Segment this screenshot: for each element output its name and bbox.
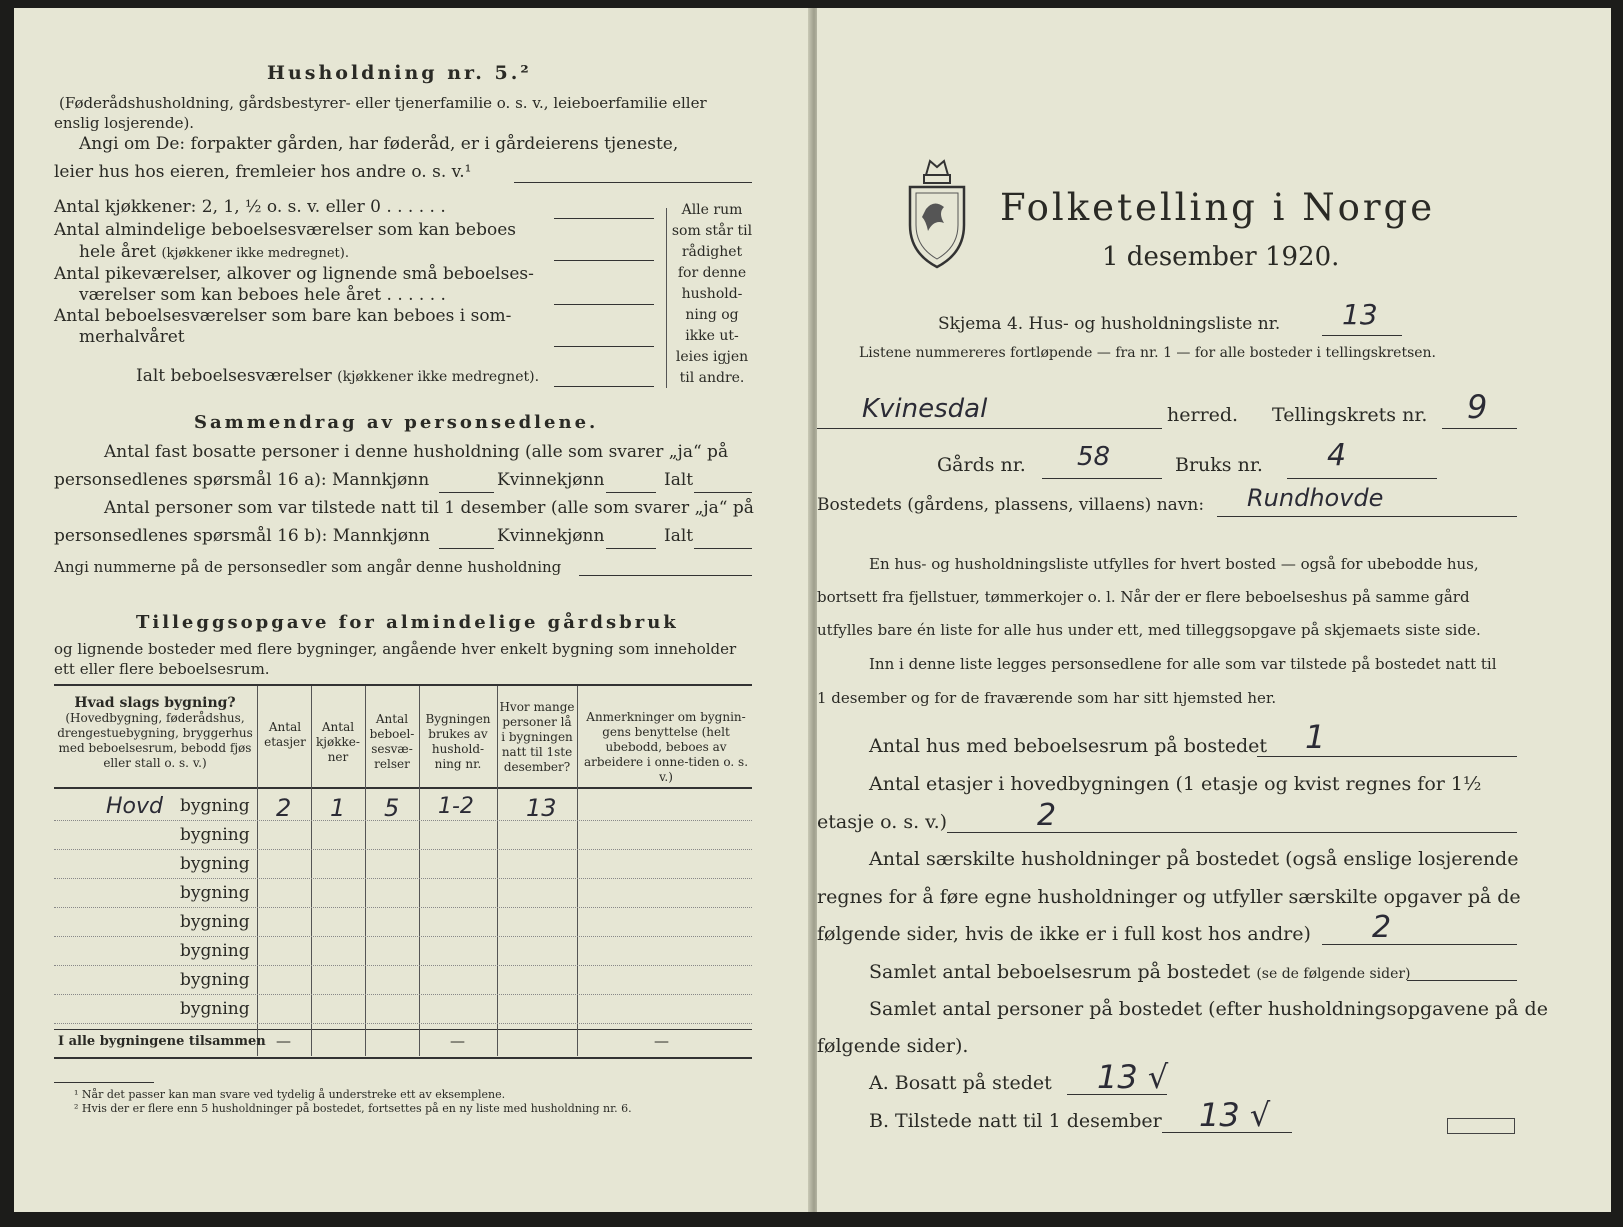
building-row-label: bygning — [180, 883, 250, 903]
col-head-etasjer: Antal etasjer — [264, 720, 306, 749]
alm-line-1: Antal almindelige beboelsesværelser som kan beboes — [54, 220, 516, 240]
bosted-value: Rundhovde — [1247, 484, 1384, 512]
side-note-line: hushold- — [681, 286, 743, 302]
row1-personer: 13 — [526, 794, 557, 822]
row1-type: Hovd — [106, 794, 163, 819]
para2-line-2: 1 desember og for de fraværende som har sitt hjemsted her. — [817, 689, 1277, 707]
side-note — [666, 200, 758, 389]
col-head-type: Hvad slags bygning? (Hovedbygning, føderådshus, drengestuebygning, bryggerhus med beboelsesrum, bebodd fjøs eller stall o. s. v.) — [57, 695, 253, 770]
building-row-line — [54, 849, 752, 850]
gards-label: Gårds nr. — [937, 454, 1026, 476]
kjokken-label: Antal kjøkkener: 2, 1, ½ o. s. v. eller 0 . . . . . . — [54, 197, 446, 217]
bruks-value: 4 — [1327, 438, 1347, 473]
tilst-kvinne-label: Kvinnekjønn — [497, 526, 605, 546]
side-note-line: leies igjen — [675, 349, 749, 365]
col-head-kjokkener: Antal kjøkke-ner — [316, 720, 360, 764]
fast-kvinne-label: Kvinnekjønn — [497, 470, 605, 490]
listene-note: Listene nummereres fortløpende — fra nr. 1 — for alle bosteder i tellingskretsen. — [859, 345, 1437, 361]
col-head-husholdning: Bygningen brukes av hushold-ning nr. — [425, 712, 491, 771]
tillegg-line-2: ett eller flere beboelsesrum. — [54, 660, 270, 678]
form-date: 1 desember 1920. — [1102, 242, 1340, 272]
building-row-label: bygning — [180, 796, 250, 816]
col-head-vaerelser: Antal beboel-sesvæ-relser — [369, 712, 415, 771]
som-line-1: Antal beboelsesværelser som bare kan beboes i som- — [54, 306, 512, 326]
footnote-1: ¹ Når det passer kan man svare ved tydelig å understreke ett av eksemplene. — [74, 1088, 506, 1101]
fast-line-2: personsedlenes spørsmål 16 a): Mannkjønn — [54, 470, 430, 490]
sers-value: 2 — [1372, 910, 1392, 945]
left-page — [14, 8, 813, 1212]
row1-kjokkener: 1 — [330, 794, 346, 822]
printer-stamp — [1447, 1118, 1515, 1134]
intro-line-1: (Føderådshusholdning, gårdsbestyrer- eller tjenerfamilie o. s. v., leieboerfamilie eller — [59, 94, 707, 112]
hus-label: Antal hus med beboelsesrum på bostedet — [869, 735, 1268, 757]
side-note-line: ning og — [685, 307, 739, 323]
samlet-rum-line: Samlet antal beboelsesrum på bostedet (se de følgende sider) — [869, 961, 1411, 983]
herred-label: herred. — [1167, 404, 1239, 426]
tillegg-line-1: og lignende bosteder med flere bygninger, angående hver enkelt bygning som inneholder — [54, 640, 737, 658]
building-row-line — [54, 907, 752, 908]
side-note-line: rådighet — [681, 244, 743, 260]
para2-line-1: Inn i denne liste legges personsedlene for alle som var tilstede på bostedet natt til — [869, 655, 1497, 673]
col-head-anmerkninger: Anmerkninger om bygnin-gens benyttelse (helt ubebodd, beboes av arbeidere i onne-tiden o. s. v.) — [583, 710, 749, 784]
samlet-pers-line-1: Samlet antal personer på bostedet (efter husholdningsopgavene på de — [869, 998, 1548, 1020]
building-row-line — [54, 878, 752, 879]
building-row-line — [54, 936, 752, 937]
bosatt-label: A. Bosatt på stedet — [869, 1072, 1052, 1094]
col-head-personer: Hvor mange personer lå i bygningen natt til 1ste desember? — [499, 700, 575, 774]
bosted-label: Bostedets (gårdens, plassens, villaens) navn: — [817, 495, 1205, 515]
nummer-line: Angi nummerne på de personsedler som angår denne husholdning — [54, 558, 562, 576]
side-note-line: som står til — [671, 223, 753, 239]
angi-line-1: Angi om De: forpakter gården, har føderåd, er i gårdeierens tjeneste, — [79, 134, 679, 154]
bruks-label: Bruks nr. — [1175, 454, 1263, 476]
angi-line-2: leier hus hos eieren, fremleier hos andre o. s. v.¹ — [54, 162, 472, 182]
ialt-line: Ialt beboelsesværelser (kjøkkener ikke medregnet). — [136, 366, 540, 386]
total-husholdning: — — [450, 1032, 465, 1050]
total-anmerkninger: — — [654, 1032, 669, 1050]
tilstede-value: 13 √ — [1199, 1096, 1271, 1134]
coat-of-arms-icon — [904, 153, 970, 273]
skjema-label: Skjema 4. Hus- og husholdningsliste nr. — [938, 314, 1281, 334]
row1-etasjer: 2 — [276, 794, 292, 822]
side-note-line: for denne — [677, 265, 747, 281]
household-title: Husholdning nr. 5.² — [267, 62, 532, 84]
krets-label: Tellingskrets nr. — [1272, 404, 1428, 426]
pike-line-1: Antal pikeværelser, alkover og lignende små beboelses- — [54, 264, 534, 284]
herred-value: Kvinesdal — [862, 394, 988, 424]
building-row-label: bygning — [180, 854, 250, 874]
total-label: I alle bygningene tilsammen — [58, 1034, 266, 1049]
sers-line-3: følgende sider, hvis de ikke er i full kost hos andre) — [817, 923, 1311, 945]
etasjer-line-2: etasje o. s. v.) — [817, 811, 948, 833]
para1-line-2: bortsett fra fjellstuer, tømmerkojer o. l. Når der er flere beboelseshus på samme gård — [817, 588, 1470, 606]
form-title: Folketelling i Norge — [1000, 186, 1436, 229]
hus-value: 1 — [1305, 718, 1326, 756]
tilst-ialt-label: Ialt — [664, 526, 694, 546]
tilst-line-1: Antal personer som var tilstede natt til 1 desember (alle som svarer „ja“ på — [104, 498, 754, 518]
building-row-line — [54, 994, 752, 995]
building-row-label: bygning — [180, 912, 250, 932]
right-page — [817, 8, 1611, 1212]
angi-answer-line — [514, 182, 752, 183]
alm-line-2: hele året (kjøkkener ikke medregnet). — [79, 242, 349, 262]
tillegg-title: Tilleggsopgave for almindelige gårdsbruk — [136, 612, 679, 633]
building-row-line — [54, 965, 752, 966]
fast-line-1: Antal fast bosatte personer i denne husholdning (alle som svarer „ja“ på — [104, 442, 729, 462]
row1-husholdning: 1-2 — [438, 794, 474, 819]
fast-ialt-label: Ialt — [664, 470, 694, 490]
sers-line-2: regnes for å føre egne husholdninger og utfyller særskilte opgaver på de — [817, 886, 1521, 908]
krets-value: 9 — [1467, 388, 1488, 426]
side-note-line: til andre. — [679, 370, 745, 386]
som-line-2: merhalvåret — [79, 327, 185, 347]
building-row-line — [54, 1023, 752, 1024]
building-row-line — [54, 820, 752, 821]
bosatt-value: 13 √ — [1097, 1058, 1169, 1096]
para1-line-3: utfylles bare én liste for alle hus under ett, med tilleggsopgave på skjemaets siste side. — [817, 621, 1481, 639]
tilstede-label: B. Tilstede natt til 1 desember — [869, 1110, 1162, 1132]
tilst-line-2: personsedlenes spørsmål 16 b): Mannkjønn — [54, 526, 430, 546]
summary-title: Sammendrag av personsedlene. — [194, 412, 599, 433]
gards-value: 58 — [1077, 442, 1111, 472]
pike-line-2: værelser som kan beboes hele året . . . . . . — [79, 285, 446, 305]
samlet-pers-line-2: følgende sider). — [817, 1035, 969, 1057]
para1-line-1: En hus- og husholdningsliste utfylles for hvert bosted — også for ubebodde hus, — [869, 555, 1479, 573]
side-note-line: ikke ut- — [685, 328, 739, 344]
building-row-label: bygning — [180, 825, 250, 845]
row1-vaerelser: 5 — [384, 794, 400, 822]
side-note-line: Alle rum — [681, 202, 743, 218]
total-etasjer: — — [276, 1032, 291, 1050]
sers-line-1: Antal særskilte husholdninger på bostedet (også enslige losjerende — [869, 848, 1519, 870]
skjema-value: 13 — [1342, 298, 1378, 331]
intro-line-2: enslig losjerende). — [54, 114, 195, 132]
building-row-label: bygning — [180, 970, 250, 990]
etasjer-value: 2 — [1037, 798, 1057, 833]
building-row-label: bygning — [180, 941, 250, 961]
footnote-2: ² Hvis der er flere enn 5 husholdninger på bostedet, fortsettes på en ny liste med husholdning nr. 6. — [74, 1102, 632, 1115]
building-row-label: bygning — [180, 999, 250, 1019]
etasjer-line-1: Antal etasjer i hovedbygningen (1 etasje og kvist regnes for 1½ — [869, 773, 1482, 795]
